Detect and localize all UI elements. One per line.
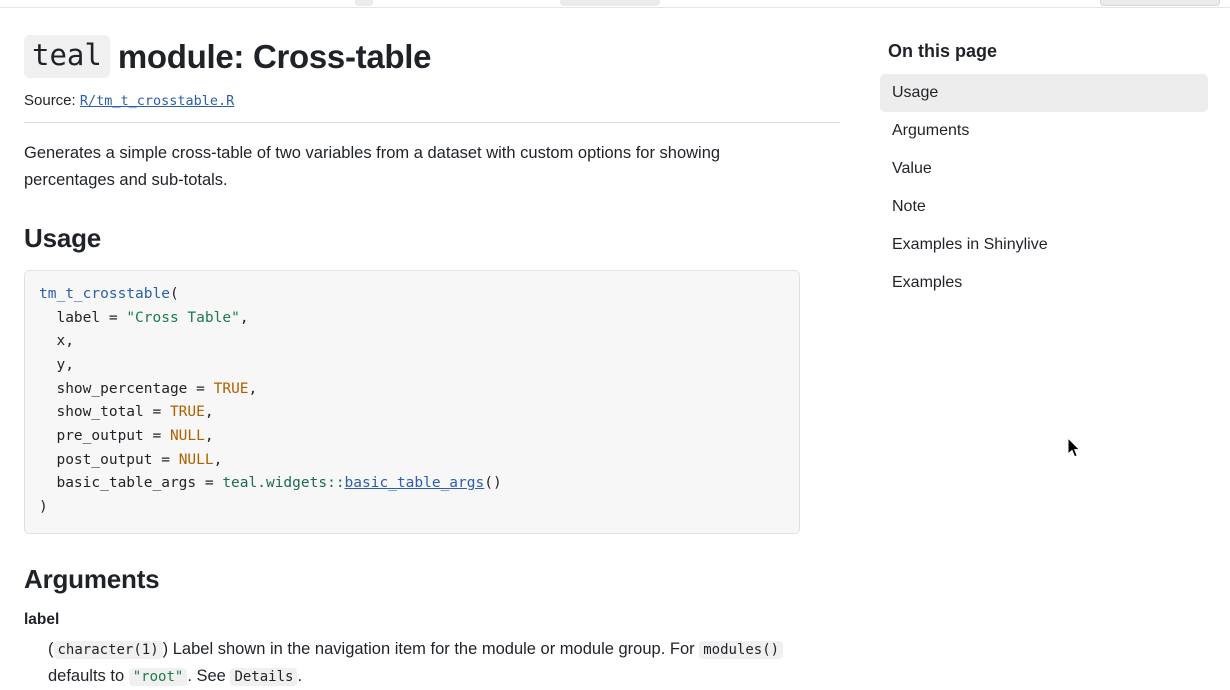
section-heading-usage: Usage: [24, 223, 102, 254]
toc-item-usage[interactable]: Usage: [880, 74, 1208, 112]
arguments-list: [24, 611, 840, 689]
source-line: [24, 92, 840, 109]
code-token: ,: [239, 309, 249, 326]
code-token: label =: [39, 309, 127, 326]
code-token: TRUE: [213, 380, 249, 397]
code-token[interactable]: basic_table_args: [344, 475, 485, 492]
chrome-stub-center: [560, 0, 660, 6]
code-token: ,: [248, 380, 258, 397]
on-this-page-title: On this page: [888, 41, 998, 61]
inline-code: character(1): [54, 641, 163, 659]
code-token: "Cross Table": [126, 309, 240, 326]
code-token: basic_table_args =: [39, 475, 223, 492]
section-heading-arguments: Arguments: [24, 564, 160, 595]
code-token: y,: [39, 357, 74, 374]
inline-code: modules(): [699, 641, 783, 659]
page-title: [24, 35, 840, 78]
source-label: Source:: [24, 91, 76, 109]
toc-item-examples[interactable]: Examples: [892, 274, 963, 291]
code-token: post_output =: [39, 451, 179, 468]
code-token: tm_t_crosstable: [39, 286, 170, 303]
code-token: pre_output =: [39, 427, 170, 444]
code-token: (): [484, 475, 502, 492]
page-title-text: module: Cross-table: [117, 37, 432, 75]
page-title-code: teal: [24, 35, 110, 78]
code-token: show_total =: [39, 404, 170, 421]
article-main: [0, 9, 880, 686]
toc-list: [880, 74, 1208, 302]
page-description: Generates a simple cross-table of two variables from a dataset with custom options for showing percentages and sub-totals.: [24, 143, 721, 189]
inline-code: Details: [230, 668, 297, 686]
code-token: show_percentage =: [39, 380, 214, 397]
argument-name: label: [24, 611, 60, 629]
toc-item-note[interactable]: Note: [892, 198, 926, 215]
toc-item-examples-in-shinylive[interactable]: Examples in Shinylive: [892, 236, 1048, 253]
code-token: ,: [213, 451, 223, 468]
chrome-stub-left: [355, 0, 373, 6]
code-token: NULL: [169, 427, 205, 444]
code-token: ): [39, 498, 48, 515]
inline-code: "root": [129, 668, 188, 686]
chrome-stub-right: [1100, 0, 1220, 6]
code-token: (: [169, 286, 179, 303]
toc-item-arguments[interactable]: Arguments: [892, 122, 970, 139]
title-divider: [24, 122, 840, 123]
code-token: ,: [204, 404, 214, 421]
browser-chrome-strip: [0, 0, 1230, 8]
code-token: ,: [204, 427, 214, 444]
toc-item-value[interactable]: Value: [892, 160, 932, 177]
usage-code-block: [24, 270, 800, 534]
code-token: TRUE: [169, 404, 205, 421]
code-token: NULL: [178, 451, 214, 468]
source-file-link[interactable]: R/tm_t_crosstable.R: [79, 92, 235, 109]
code-token: x,: [39, 333, 74, 350]
argument-description: ( character(1) ) Label shown in the navigation item for the module or module group. For modules() defaults to "root" . See Details .: [48, 636, 808, 689]
on-this-page-nav: [880, 9, 1230, 666]
code-token: teal.widgets::: [222, 475, 345, 492]
